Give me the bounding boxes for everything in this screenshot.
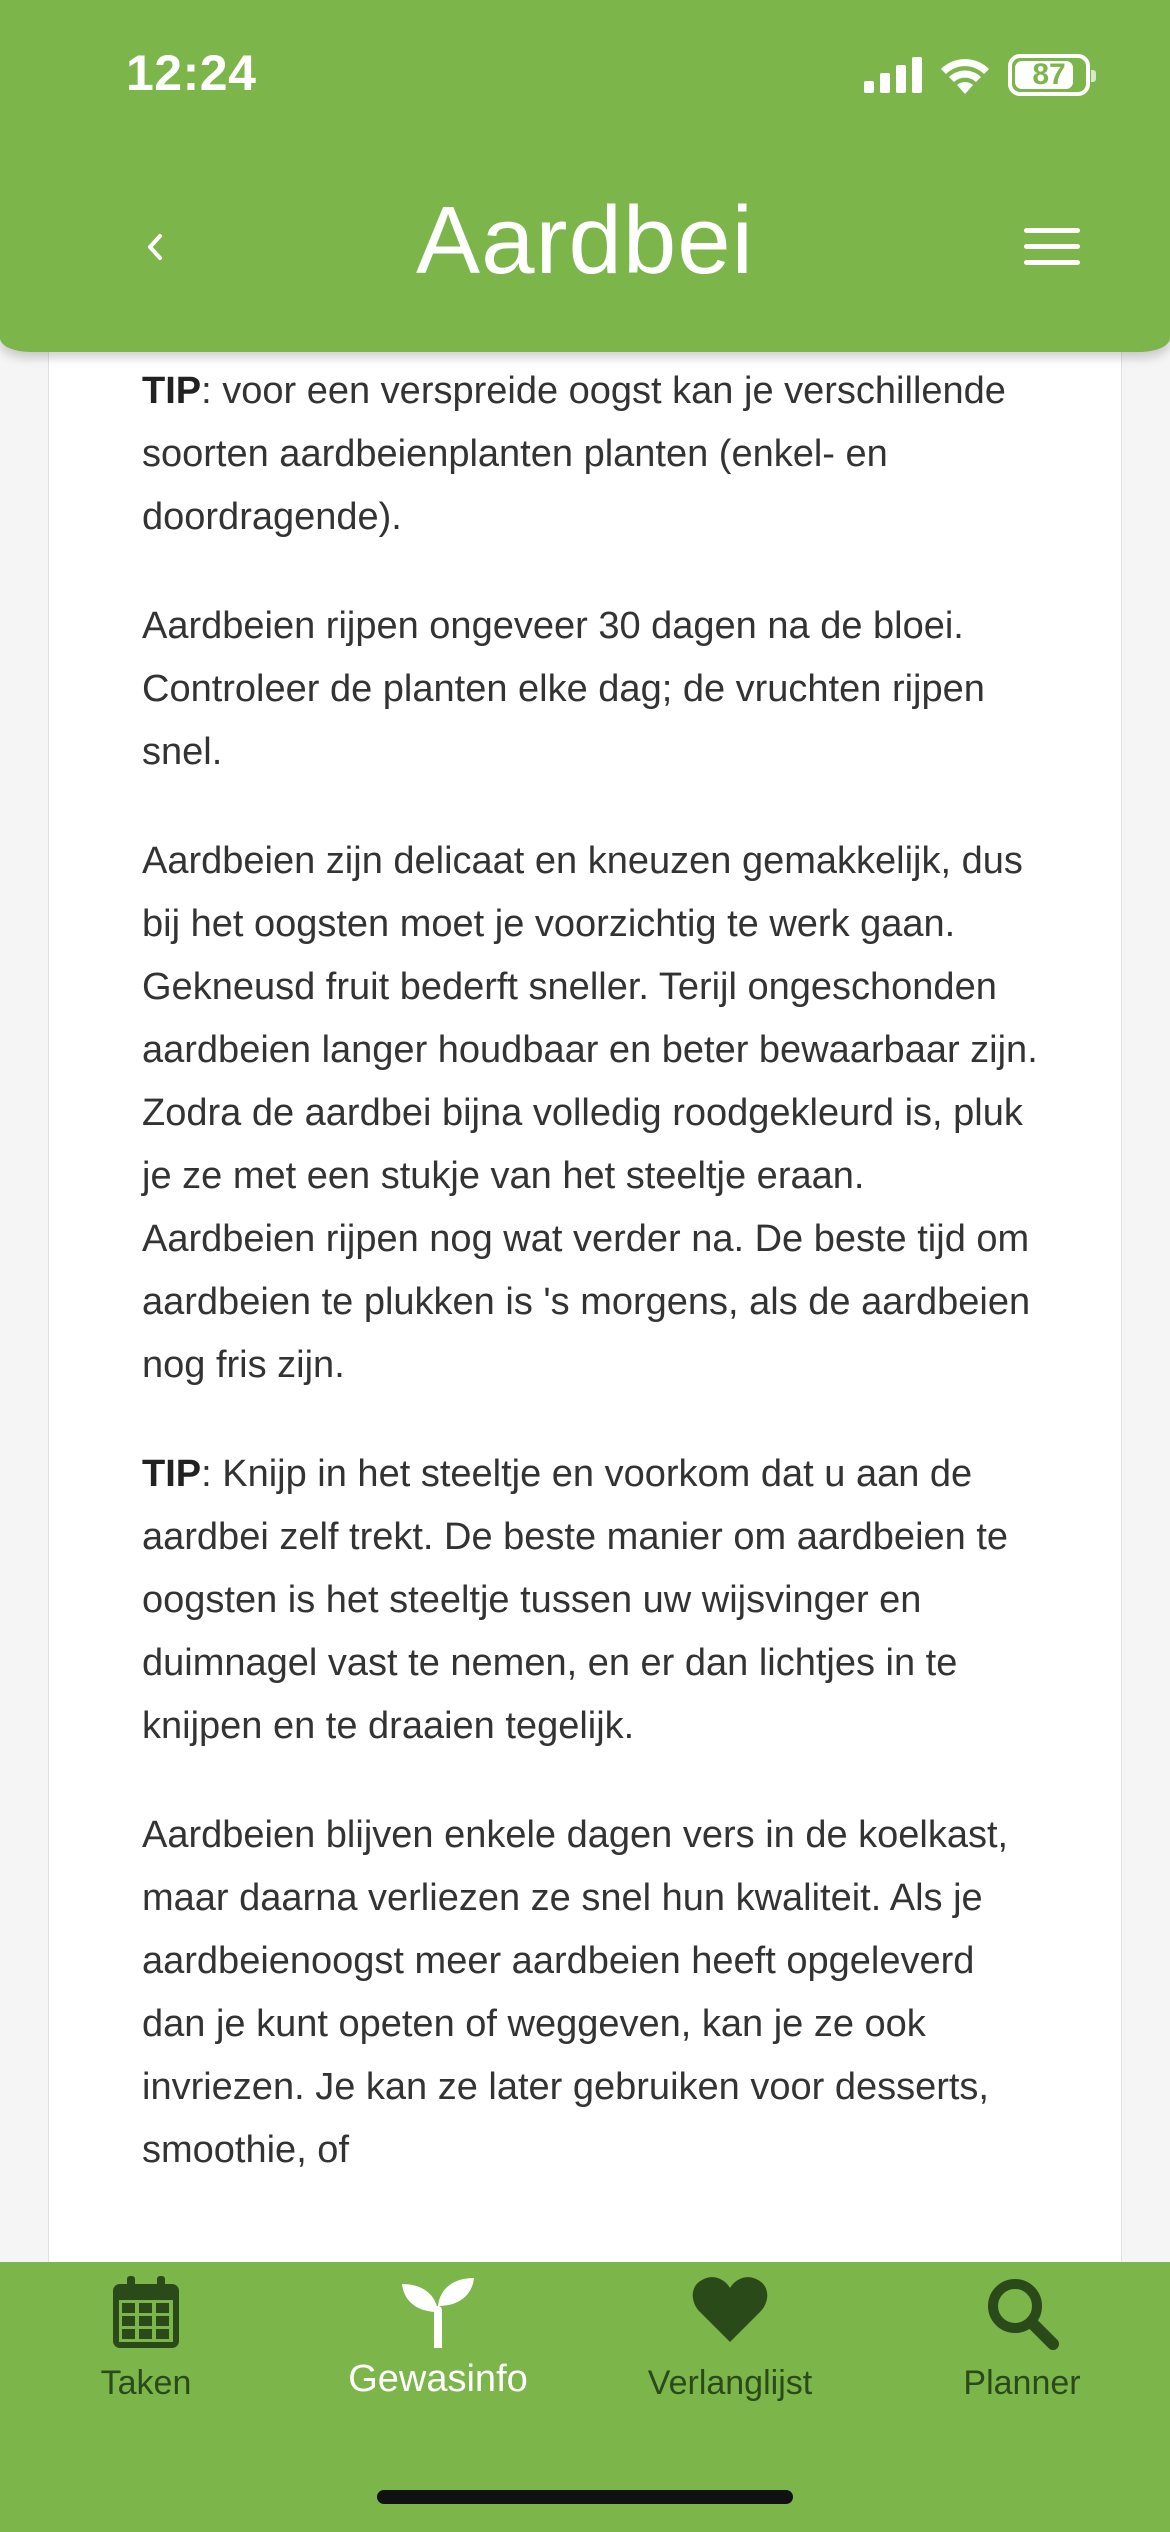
paragraph-text: Aardbeien rijpen ongeveer 30 dagen na de bloei. Controleer de planten elke dag; de vruchten rijpen snel.: [142, 605, 985, 773]
page-title: Aardbei: [416, 187, 754, 294]
signal-icon: [864, 57, 922, 93]
battery-level: 87: [1032, 58, 1066, 91]
menu-icon-bar: [1024, 260, 1080, 265]
paragraph: [142, 595, 1042, 784]
tab-taken[interactable]: [0, 2262, 292, 2462]
crop-info-text: [142, 360, 1042, 2228]
menu-icon-bar: [1024, 244, 1080, 249]
paragraph: [142, 1804, 1042, 2182]
paragraph: [142, 360, 1042, 549]
tab-verlanglijst[interactable]: [584, 2262, 876, 2462]
tab-label: Planner: [963, 2364, 1081, 2402]
paragraph-text: Aardbeien blijven enkele dagen vers in de koelkast, maar daarna verliezen ze snel hun kwaliteit. Als je aardbeienoogst meer aardbeien heeft opgeleverd dan je kunt opeten of weggeven, kan je ze ook invriezen. Je kan ze later gebruiken voor desserts, smoothie, of: [142, 1814, 1009, 2171]
tip-label: TIP: [142, 370, 202, 412]
home-indicator[interactable]: [377, 2490, 793, 2504]
tip-label: TIP: [142, 1453, 202, 1495]
heart-icon: [692, 2276, 768, 2344]
tab-planner[interactable]: [876, 2262, 1168, 2462]
tab-label: Taken: [100, 2364, 192, 2402]
app-header: [0, 0, 1170, 352]
paragraph-text: Aardbeien zijn delicaat en kneuzen gemakkelijk, dus bij het oogsten moet je voorzichtig te werk gaan. Gekneusd fruit bederft sneller. Terijl ongeschonden aardbeien langer houdbaar en beter bewaarbaar zijn. Zodra de aardbei bijna volledig roodgekleurd is, pluk je ze met een stukje van het steeltje eraan. Aardbeien rijpen nog wat verder na. De beste tijd om aardbeien te plukken is 's morgens, als de aardbeien nog fris zijn.: [142, 840, 1038, 1386]
tab-gewasinfo[interactable]: [292, 2262, 584, 2462]
status-time: 12:24: [126, 45, 257, 101]
battery-icon: [1008, 54, 1090, 96]
sprout-icon: [398, 2276, 478, 2348]
menu-icon-bar: [1024, 228, 1080, 233]
paragraph: [142, 830, 1042, 1397]
paragraph-text: : voor een verspreide oogst kan je verschillende soorten aardbeienplanten planten (enkel- en doordragende).: [142, 370, 1006, 538]
paragraph-text: : Knijp in het steeltje en voorkom dat u aan de aardbei zelf trekt. De beste manier om aardbeien te oogsten is het steeltje tussen uw wijsvinger en duimnagel vast te nemen, en er dan lichtjes in te knijpen en te draaien tegelijk.: [142, 1453, 1009, 1747]
tab-label: Gewasinfo: [348, 2358, 528, 2400]
tab-label: Verlanglijst: [647, 2364, 813, 2402]
paragraph: [142, 1443, 1042, 1758]
content-card[interactable]: [48, 330, 1122, 2270]
wifi-icon: [940, 56, 990, 94]
status-icons: [864, 52, 1090, 98]
calendar-icon: [113, 2276, 179, 2348]
menu-button[interactable]: [1024, 228, 1080, 268]
search-icon: [985, 2276, 1059, 2350]
